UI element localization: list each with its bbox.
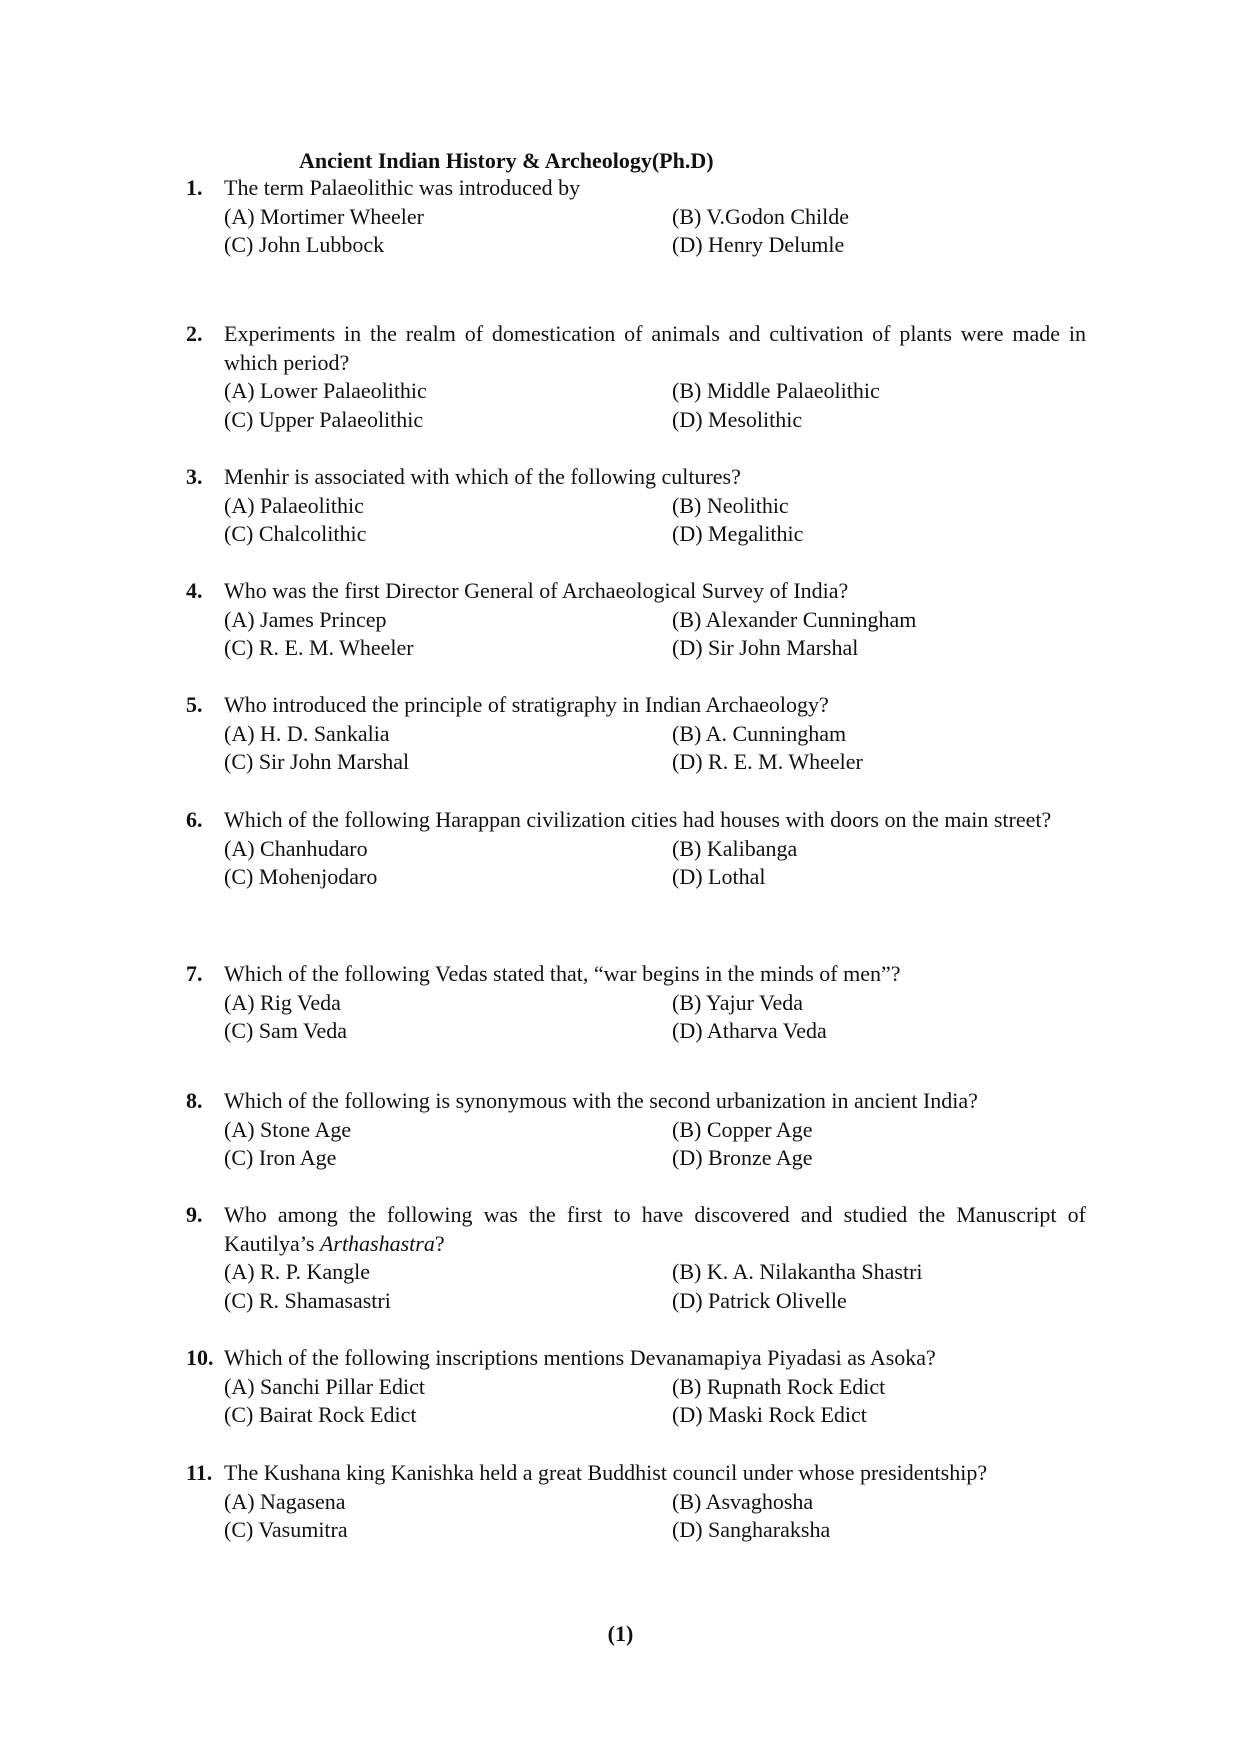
options: [224, 203, 1086, 260]
question-text: Which of the following is synonymous with the second urbanization in ancient India?: [224, 1088, 978, 1113]
options: [224, 377, 1086, 434]
option-c: (C) R. E. M. Wheeler: [224, 635, 414, 660]
option-d: (D) Atharva Veda: [672, 1018, 827, 1043]
option-b: (B) Neolithic: [672, 492, 789, 518]
question-number: 6.: [186, 807, 203, 832]
option-b: (B) Yajur Veda: [672, 989, 803, 1015]
option-b: (B) V.Godon Childe: [672, 203, 850, 229]
question-5: [186, 691, 1086, 777]
page-number: (1): [607, 1621, 634, 1646]
question-8: [186, 1087, 1086, 1173]
question-text: Menhir is associated with which of the following cultures?: [224, 464, 741, 489]
option-b: (B) Alexander Cunningham: [672, 606, 917, 632]
options: [224, 1488, 1086, 1545]
question-text-main: Who among the following was the first to have discovered and studied the Manuscript of Kautilya’s: [224, 1202, 1086, 1256]
option-a: (A) Stone Age: [224, 1116, 352, 1142]
option-a: (A) James Princep: [224, 606, 387, 632]
option-a: (A) H. D. Sankalia: [224, 720, 390, 746]
option-d: (D) Lothal: [672, 864, 766, 889]
question-number: 2.: [186, 321, 203, 346]
option-a: (A) Chanhudaro: [224, 835, 368, 861]
question-text: The term Palaeolithic was introduced by: [224, 175, 581, 200]
option-b: (B) A. Cunningham: [672, 720, 847, 746]
option-a: (A) Nagasena: [224, 1488, 346, 1514]
options: [224, 606, 1086, 663]
question-3: [186, 463, 1086, 549]
option-d: (D) Bronze Age: [672, 1145, 813, 1170]
question-text-end: ?: [434, 1230, 445, 1256]
options: [224, 720, 1086, 777]
question-6: [186, 806, 1086, 892]
option-a: (A) Lower Palaeolithic: [224, 378, 427, 403]
question-number: 8.: [186, 1088, 203, 1113]
option-d: (D) Maski Rock Edict: [672, 1402, 867, 1427]
option-d: (D) Henry Delumle: [672, 232, 845, 257]
option-b: (B) Middle Palaeolithic: [672, 378, 880, 403]
option-c: (C) Vasumitra: [224, 1517, 348, 1542]
option-c: (C) Sir John Marshal: [224, 749, 410, 774]
options: [224, 989, 1086, 1046]
question-text: [224, 1201, 1086, 1258]
question-number: 11.: [186, 1460, 213, 1485]
option-b: (B) Kalibanga: [672, 835, 798, 861]
question-11: [186, 1459, 1086, 1545]
options: [224, 492, 1086, 549]
question-text: Which of the following inscriptions mentions Devanamapiya Piyadasi as Asoka?: [224, 1345, 936, 1370]
options: [224, 1373, 1086, 1430]
option-a: (A) Rig Veda: [224, 989, 341, 1015]
option-d: (D) Sangharaksha: [672, 1517, 831, 1542]
question-4: [186, 577, 1086, 663]
option-c: (C) Chalcolithic: [224, 521, 367, 546]
question-text: Which of the following Vedas stated that, “war begins in the minds of men”?: [224, 961, 901, 986]
question-9: [186, 1201, 1086, 1315]
paper-title: Ancient Indian History & Archeology(Ph.D): [299, 148, 714, 173]
option-d: (D) Sir John Marshal: [672, 635, 859, 660]
option-c: (C) Upper Palaeolithic: [224, 406, 424, 432]
option-c: (C) Iron Age: [224, 1145, 337, 1170]
question-1: [186, 174, 1086, 260]
option-c: (C) John Lubbock: [224, 232, 385, 257]
option-b: (B) Rupnath Rock Edict: [672, 1373, 886, 1399]
option-d: (D) R. E. M. Wheeler: [672, 749, 863, 774]
question-text: Experiments in the realm of domestication of animals and cultivation of plants were made in which period?: [224, 321, 1086, 375]
option-a: (A) R. P. Kangle: [224, 1259, 371, 1284]
option-a: (A) Sanchi Pillar Edict: [224, 1373, 426, 1399]
question-2: [186, 320, 1086, 434]
options: [224, 1258, 1086, 1315]
option-b: (B) Asvaghosha: [672, 1488, 814, 1514]
question-text: Which of the following Harappan civilization cities had houses with doors on the main street?: [224, 807, 1052, 832]
options: [224, 835, 1086, 892]
question-number: 7.: [186, 961, 203, 986]
option-b: (B) K. A. Nilakantha Shastri: [672, 1259, 923, 1284]
option-a: (A) Mortimer Wheeler: [224, 203, 424, 229]
question-7: [186, 960, 1086, 1046]
option-b: (B) Copper Age: [672, 1116, 813, 1142]
option-c: (C) Bairat Rock Edict: [224, 1402, 417, 1427]
question-number: 10.: [186, 1345, 214, 1370]
question-number: 1.: [186, 175, 203, 200]
question-number: 9.: [186, 1202, 203, 1227]
question-text: Who introduced the principle of stratigraphy in Indian Archaeology?: [224, 692, 829, 717]
question-10: [186, 1344, 1086, 1430]
book-title: Arthashastra: [319, 1230, 435, 1256]
option-d: (D) Mesolithic: [672, 406, 803, 432]
option-c: (C) R. Shamasastri: [224, 1287, 391, 1313]
option-c: (C) Mohenjodaro: [224, 864, 378, 889]
option-c: (C) Sam Veda: [224, 1018, 348, 1043]
options: [224, 1116, 1086, 1173]
option-a: (A) Palaeolithic: [224, 492, 364, 518]
question-number: 5.: [186, 692, 203, 717]
option-d: (D) Patrick Olivelle: [672, 1287, 847, 1313]
question-text: The Kushana king Kanishka held a great Buddhist council under whose presidentship?: [224, 1460, 988, 1485]
question-text: Who was the first Director General of Archaeological Survey of India?: [224, 578, 849, 603]
question-number: 4.: [186, 578, 203, 603]
question-number: 3.: [186, 464, 203, 489]
option-d: (D) Megalithic: [672, 521, 804, 546]
